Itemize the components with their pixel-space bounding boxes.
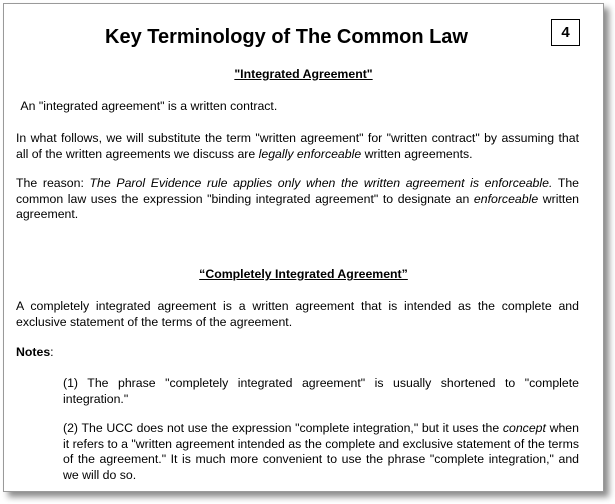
text-run: In what follows, we will substitute the term "written agreement" for "written contract" by assuming that all of the written agreements we discuss are	[16, 131, 579, 161]
italic-run: concept	[502, 421, 546, 435]
document-page	[3, 3, 604, 492]
paragraph-substitution	[16, 131, 579, 162]
text-run: The common law uses the expression "binding integrated agreement" to designate an	[16, 176, 580, 206]
text-run: when it refers to a "written agreement intended as the complete and exclusive statement of the terms of the agreement." It is much more convenient to use the phrase "complete integration," and we will do so.	[63, 421, 579, 482]
notes-label-colon: :	[50, 345, 54, 359]
text-run: The reason:	[16, 176, 90, 190]
notes-label-text: Notes	[16, 345, 51, 359]
page-title: Key Terminology of The Common Law	[105, 26, 468, 48]
note-1: (1) The phrase "completely integrated agreement" is usually shortened to "complete integration."	[63, 376, 579, 406]
italic-run: enforceable	[473, 191, 539, 206]
notes-label	[16, 345, 579, 361]
note-2	[63, 421, 579, 483]
page-number-box: 4	[551, 19, 580, 46]
section-heading-completely-integrated-agreement: “Completely Integrated Agreement”	[199, 267, 408, 281]
italic-run: The Parol Evidence rule applies only when the written agreement is enforceable.	[89, 176, 553, 190]
text-run: written agreements.	[361, 146, 473, 161]
definition-integrated-agreement	[17, 99, 580, 115]
italic-run: legally enforceable	[258, 146, 362, 161]
text-run: (2) The UCC does not use the expression "complete integration," but it uses the	[63, 421, 503, 435]
definition-text: An "integrated agreement" is a written contract.	[20, 99, 278, 113]
definition-completely-integrated-agreement: A completely integrated agreement is a written agreement that is intended as the complete and exclusive statement of the terms of the agreement.	[16, 299, 579, 329]
paragraph-reason	[16, 176, 579, 223]
section-heading-integrated-agreement: "Integrated Agreement"	[234, 67, 373, 81]
text-run: written agreement.	[16, 191, 579, 221]
